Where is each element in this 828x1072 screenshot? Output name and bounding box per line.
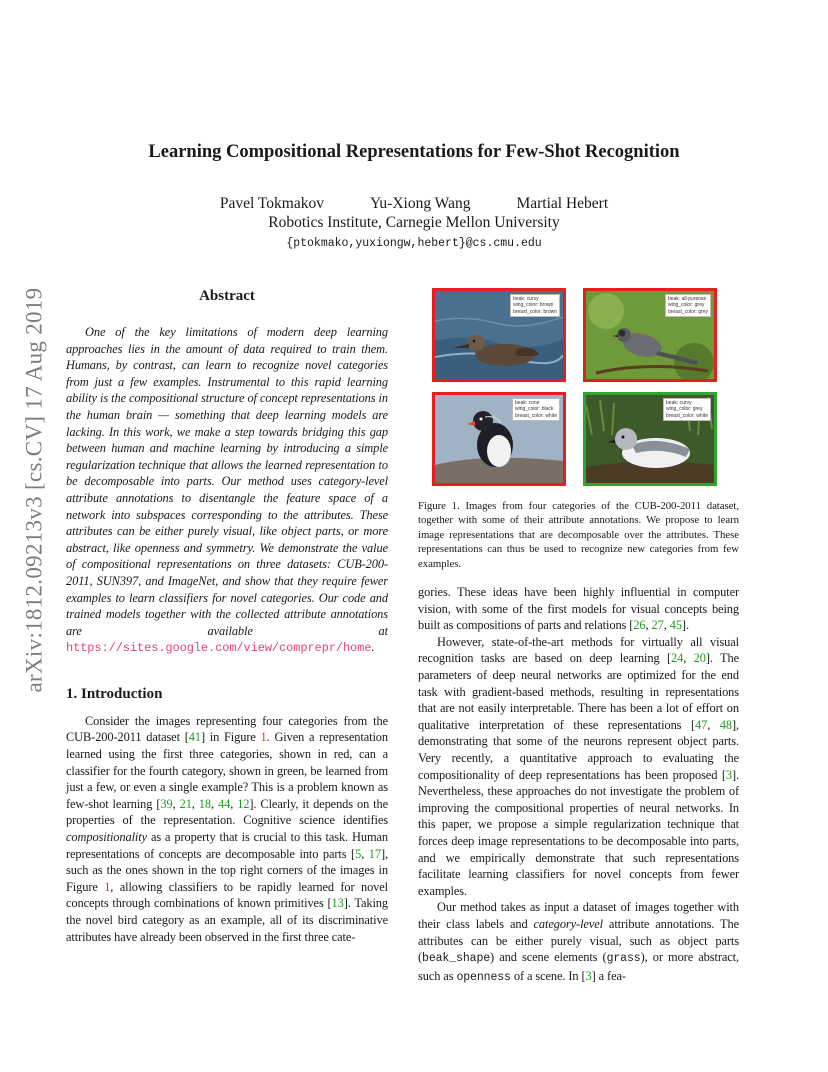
paper-title: Learning Compositional Representations for Few-Shot Recognition	[148, 142, 680, 162]
author-name: Martial Hebert	[516, 195, 609, 212]
bird-image-auklet	[432, 392, 566, 486]
intro-paragraph-2: gories. These ideas have been highly influential in computer vision, with some of the first models for visual concepts being built as compositions of parts and relations [26, 27, 45].	[418, 585, 739, 633]
arxiv-id: arXiv:1812.09213v3 [cs.CV] 17 Aug 2019	[21, 287, 46, 693]
intro-paragraph-4: Our method takes as input a dataset of images together with their class labels and category-level attribute annotations. The attributes can be either purely visual, such as object parts (beak_shape) and scene elements (grass), or more abstract, such as openness of a scene. In [3] a fea-	[418, 900, 739, 984]
left-column	[66, 288, 388, 945]
intro-paragraph-1: Consider the images representing four categories from the CUB-200-2011 dataset [41] in Figure 1. Given a representation learned using the first three categories, shown in red, can a classifier for the fourth category, shown in green, be learned from just a few, or even a single example? This is a problem known as few-shot learning [39, 21, 18, 44, 12]. Clearly, it depends on the properties of the representation. Cognitive science identifies compositionality as a property that is crucial to this task. Human representations of concepts are decomposable into parts [5, 17], such as the ones shown in the top right corners of the images in Figure 1, allowing classifiers to be rapidly learned for novel concepts through combinations of known primitives [13]. Taking the novel bird category as an example, all of its discriminative attributes have already been observed in the first three cate-	[66, 713, 389, 944]
attribute-label-box: beak: all-purpose wing_color: grey breast_color: grey	[665, 294, 711, 317]
author-name: Pavel Tokmakov	[219, 195, 324, 212]
project-link[interactable]: https://sites.google.com/view/comprepr/home	[66, 641, 372, 656]
right-column	[418, 288, 739, 986]
attribute-label-box: beak: cone wing_color: black breast_color: white	[512, 398, 560, 421]
bird-image-catbird	[583, 288, 717, 382]
abstract-text	[66, 324, 388, 657]
abstract-body: One of the key limitations of modern deep learning approaches lies in the amount of data required to train them. Humans, by contrast, can learn to recognize novel categories from just a few examples. Instrumental to this rapid learning ability is the compositional structure of concept representations in the human brain — something that deep learning models are lacking. In this work, we make a step towards bridging this gap between human and machine learning by introducing a simple regularization technique that allows the learned representation to be decomposable into parts. Our method uses category-level attribute annotations to disentangle the feature space of a network into subspaces corresponding to the attributes. These attributes can be either purely visual, like object parts, or more abstract, like openness and symmetry. We demonstrate the value of compositional representations on three datasets: CUB-200-2011, SUN397, and ImageNet, and show that they require fewer examples to learn classifiers for novel categories. Our code and trained models together with the collected attribute annotations are available at	[66, 325, 388, 638]
affiliation: Robotics Institute, Carnegie Mellon University	[268, 214, 560, 231]
figure-1	[432, 288, 722, 488]
author-emails: {ptokmako,yuxiongw,hebert}@cs.cmu.edu	[286, 237, 542, 250]
intro-paragraph-3: However, state-of-the-art methods for virtually all visual recognition tasks are based on deep learning [24, 20]. The parameters of deep neural networks are optimized for the end task with gradient-based methods, resulting in representations that are not easily interpretable. There has been a lot of effort on qualitative interpretation of these representations [47, 48], demonstrating that some of the neurons represent object parts. Very recently, a quantitative approach to evaluating the compositionality of deep representations has been proposed [3]. Nevertheless, these approaches do not investigate the problem of improving the compositional properties of neural networks. In this paper, we propose a simple regularization technique that forces deep image representations to be decomposable into parts, and we empirically demonstrate that such representations facilitate learning classifiers for novel concepts from fewer examples.	[418, 634, 739, 898]
author-list	[60, 195, 768, 213]
abstract-heading: Abstract	[199, 288, 255, 304]
attribute-label-box: beak: curvy wing_color: brown breast_color: brown	[510, 294, 560, 317]
abstract-end: .	[371, 640, 375, 655]
bird-image-albatross	[432, 288, 566, 382]
arxiv-sidebar-stamp	[14, 280, 54, 700]
bird-image-gull	[583, 392, 717, 486]
section-heading-introduction: 1. Introduction	[66, 685, 163, 702]
attribute-label-box: beak: curvy wing_color: grey breast_color: white	[663, 398, 711, 421]
author-name: Yu-Xiong Wang	[369, 195, 471, 212]
figure-caption: Figure 1. Images from four categories of the CUB-200-2011 dataset, together with some of their attribute annotations. We propose to learn image representations that are decomposable over the attributes. These representations can thus be used to recognize new categories from few examples.	[418, 500, 739, 570]
